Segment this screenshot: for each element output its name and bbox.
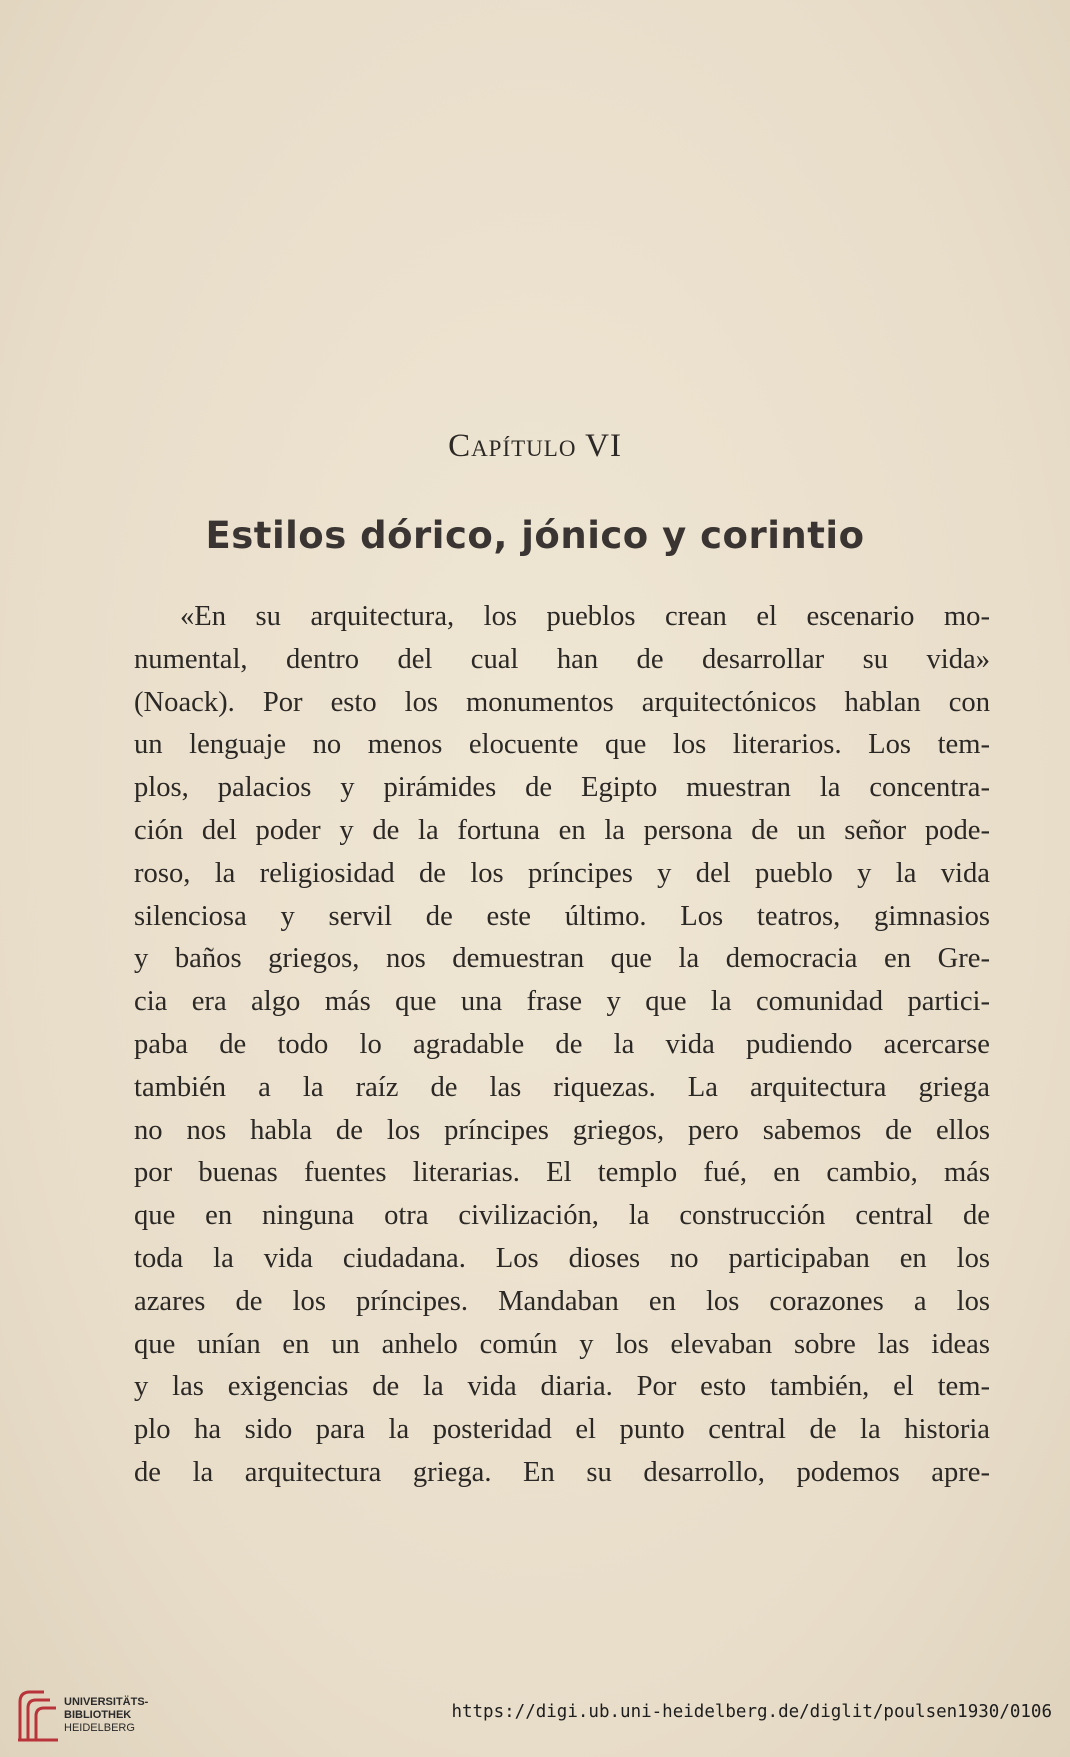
text-line: toda la vida ciudadana. Los dioses no participaban en los: [134, 1242, 990, 1274]
text-line: de la arquitectura griega. En su desarrollo, podemos apre-: [134, 1456, 990, 1488]
text-line: que unían en un anhelo común y los elevaban sobre las ideas: [134, 1328, 990, 1360]
library-logo-icon: [14, 1686, 60, 1746]
text-line: plos, palacios y pirámides de Egipto muestran la concentra-: [134, 772, 990, 804]
text-line: paba de todo lo agradable de la vida pudiendo acercarse: [134, 1028, 990, 1060]
source-url-link[interactable]: https://digi.ub.uni-heidelberg.de/diglit/poulsen1930/0106: [451, 1702, 1052, 1722]
text-line: (Noack). Por esto los monumentos arquitectónicos hablan con: [134, 686, 990, 718]
text-line: también a la raíz de las riquezas. La arquitectura griega: [134, 1071, 990, 1103]
library-logo[interactable]: [14, 1686, 174, 1746]
logo-line: BIBLIOTHEK: [64, 1709, 132, 1721]
text-line: azares de los príncipes. Mandaban en los corazones a los: [134, 1285, 990, 1317]
text-line: y baños griegos, nos demuestran que la democracia en Gre-: [134, 943, 990, 975]
text-line: «En su arquitectura, los pueblos crean el escenario mo-: [180, 601, 990, 632]
text-line: por buenas fuentes literarias. El templo fué, en cambio, más: [134, 1157, 990, 1189]
text-line: no nos habla de los príncipes griegos, pero sabemos de ellos: [134, 1114, 990, 1146]
text-line: que en ninguna otra civilización, la construcción central de: [134, 1200, 990, 1232]
text-line: numental, dentro del cual han de desarrollar su vida»: [134, 643, 990, 675]
text-line: un lenguaje no menos elocuente que los literarios. Los tem-: [134, 729, 990, 761]
text-line: roso, la religiosidad de los príncipes y del pueblo y la vida: [134, 857, 990, 889]
chapter-title: Estilos dórico, jónico y corintio: [205, 514, 865, 557]
text-line: silenciosa y servil de este último. Los teatros, gimnasios: [134, 900, 990, 932]
footer-bar: [0, 1660, 1070, 1757]
chapter-label: Capítulo VI: [448, 428, 622, 464]
body-text: [134, 596, 990, 1495]
logo-line: UNIVERSITÄTS-: [64, 1696, 149, 1708]
logo-line: HEIDELBERG: [64, 1722, 135, 1734]
text-line: plo ha sido para la posteridad el punto central de la historia: [134, 1414, 990, 1446]
text-line: cia era algo más que una frase y que la comunidad partici-: [134, 986, 990, 1018]
text-line: y las exigencias de la vida diaria. Por esto también, el tem-: [134, 1371, 990, 1403]
text-line: ción del poder y de la fortuna en la persona de un señor pode-: [134, 814, 990, 846]
library-logo-text: [64, 1696, 148, 1735]
